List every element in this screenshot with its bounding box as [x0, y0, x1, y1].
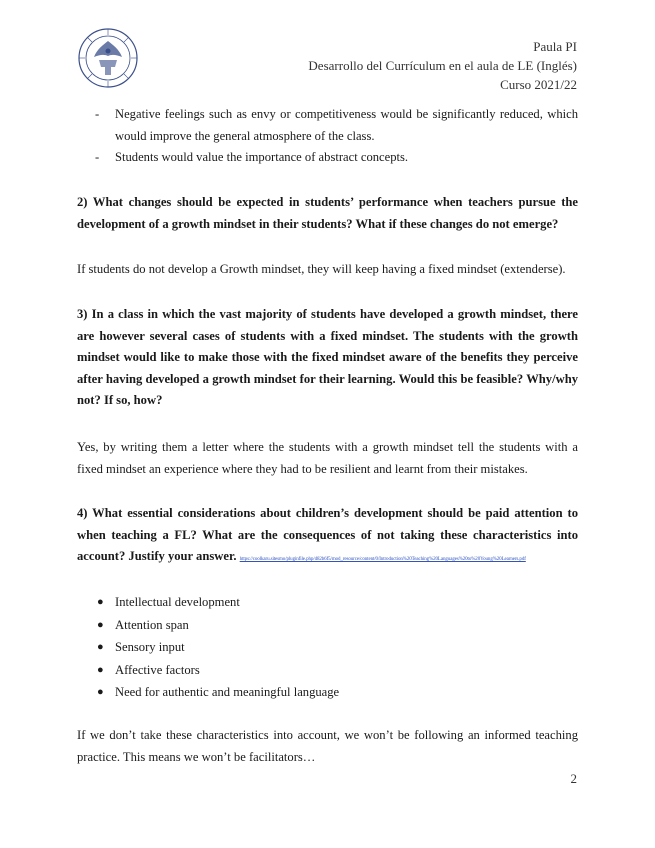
- list-item: [77, 614, 578, 637]
- list-item: [77, 147, 578, 169]
- page-header: [308, 37, 577, 94]
- question-3: 3) In a class in which the vast majority of students have developed a growth mindset, there are however several cases of students with a fixed mindset. The students with the growth mindset would like to make those with the fixed mindset aware of the benefits they perceive after having developed a growth mindset for their learning. Would this be feasible? Why/why not? If so, how?: [77, 307, 578, 407]
- answer-3-block: [77, 437, 578, 480]
- intro-list: [77, 104, 578, 169]
- header-course: Desarrollo del Currículum en el aula de LE (Inglés): [308, 58, 577, 73]
- reference-link[interactable]: https://coolkaru.sitesmo/pluginfile.php/d82b6f5/mod_resource/content/0/Introduction%20Teaching%20Languages%20to%20Young%20Learners.pdf: [239, 557, 526, 562]
- page-number: 2: [570, 771, 577, 786]
- question-2: 2) What changes should be expected in students’ performance when teachers pursue the development of a growth mindset in their students? What if these changes do not emerge?: [77, 195, 578, 231]
- question-2-block: [77, 192, 578, 235]
- answer-2: If students do not develop a Growth mindset, they will keep having a fixed mindset (extenderse).: [77, 262, 566, 276]
- dash-mark: -: [95, 107, 100, 121]
- list-item: [77, 591, 578, 614]
- bullet-icon: ●: [97, 596, 104, 608]
- list-item-text: Need for authentic and meaningful language: [115, 685, 340, 699]
- question-4: [77, 503, 578, 571]
- question-4-text: 4) What essential considerations about children’s development should be paid attention to when teaching a FL? What are the consequences of not taking these characteristics into account? Justify your answer.: [77, 506, 578, 563]
- list-item: [77, 636, 578, 659]
- list-item-text: Attention span: [115, 617, 189, 632]
- answer-3: Yes, by writing them a letter where the students with a growth mindset tell the students with a fixed mindset an experience where they had to be resilient and learnt from their mistakes.: [77, 440, 578, 476]
- dash-mark: -: [95, 150, 100, 164]
- conclusion-block: [77, 725, 578, 768]
- bullet-icon: ●: [97, 618, 104, 631]
- intro-list-block: [77, 104, 578, 169]
- bullet-icon: ●: [97, 641, 104, 653]
- list-item: [77, 681, 578, 704]
- bullet-icon: ●: [97, 663, 104, 676]
- question-4-block: [77, 503, 578, 571]
- considerations-list: [77, 591, 578, 704]
- answer-2-block: [77, 259, 578, 281]
- list-item-text: Intellectual development: [115, 595, 240, 609]
- header-author: Paula PI: [533, 39, 577, 54]
- conclusion: If we don’t take these characteristics into account, we won’t be following an informed teaching practice. This means we won’t be facilitators…: [77, 728, 578, 764]
- list-item-text: Sensory input: [115, 640, 185, 654]
- considerations-list-block: [77, 591, 578, 704]
- list-item-text: Negative feelings such as envy or competitiveness would be significantly reduced, which would improve the general atmosphere of the class.: [115, 107, 578, 143]
- list-item: [77, 659, 578, 682]
- list-item-text: Affective factors: [115, 662, 200, 677]
- list-item: [77, 104, 578, 147]
- university-seal-icon: [77, 27, 139, 89]
- question-3-block: [77, 304, 578, 412]
- list-item-text: Students would value the importance of abstract concepts.: [115, 150, 409, 164]
- bullet-icon: ●: [97, 686, 104, 698]
- header-year: Curso 2021/22: [500, 77, 577, 92]
